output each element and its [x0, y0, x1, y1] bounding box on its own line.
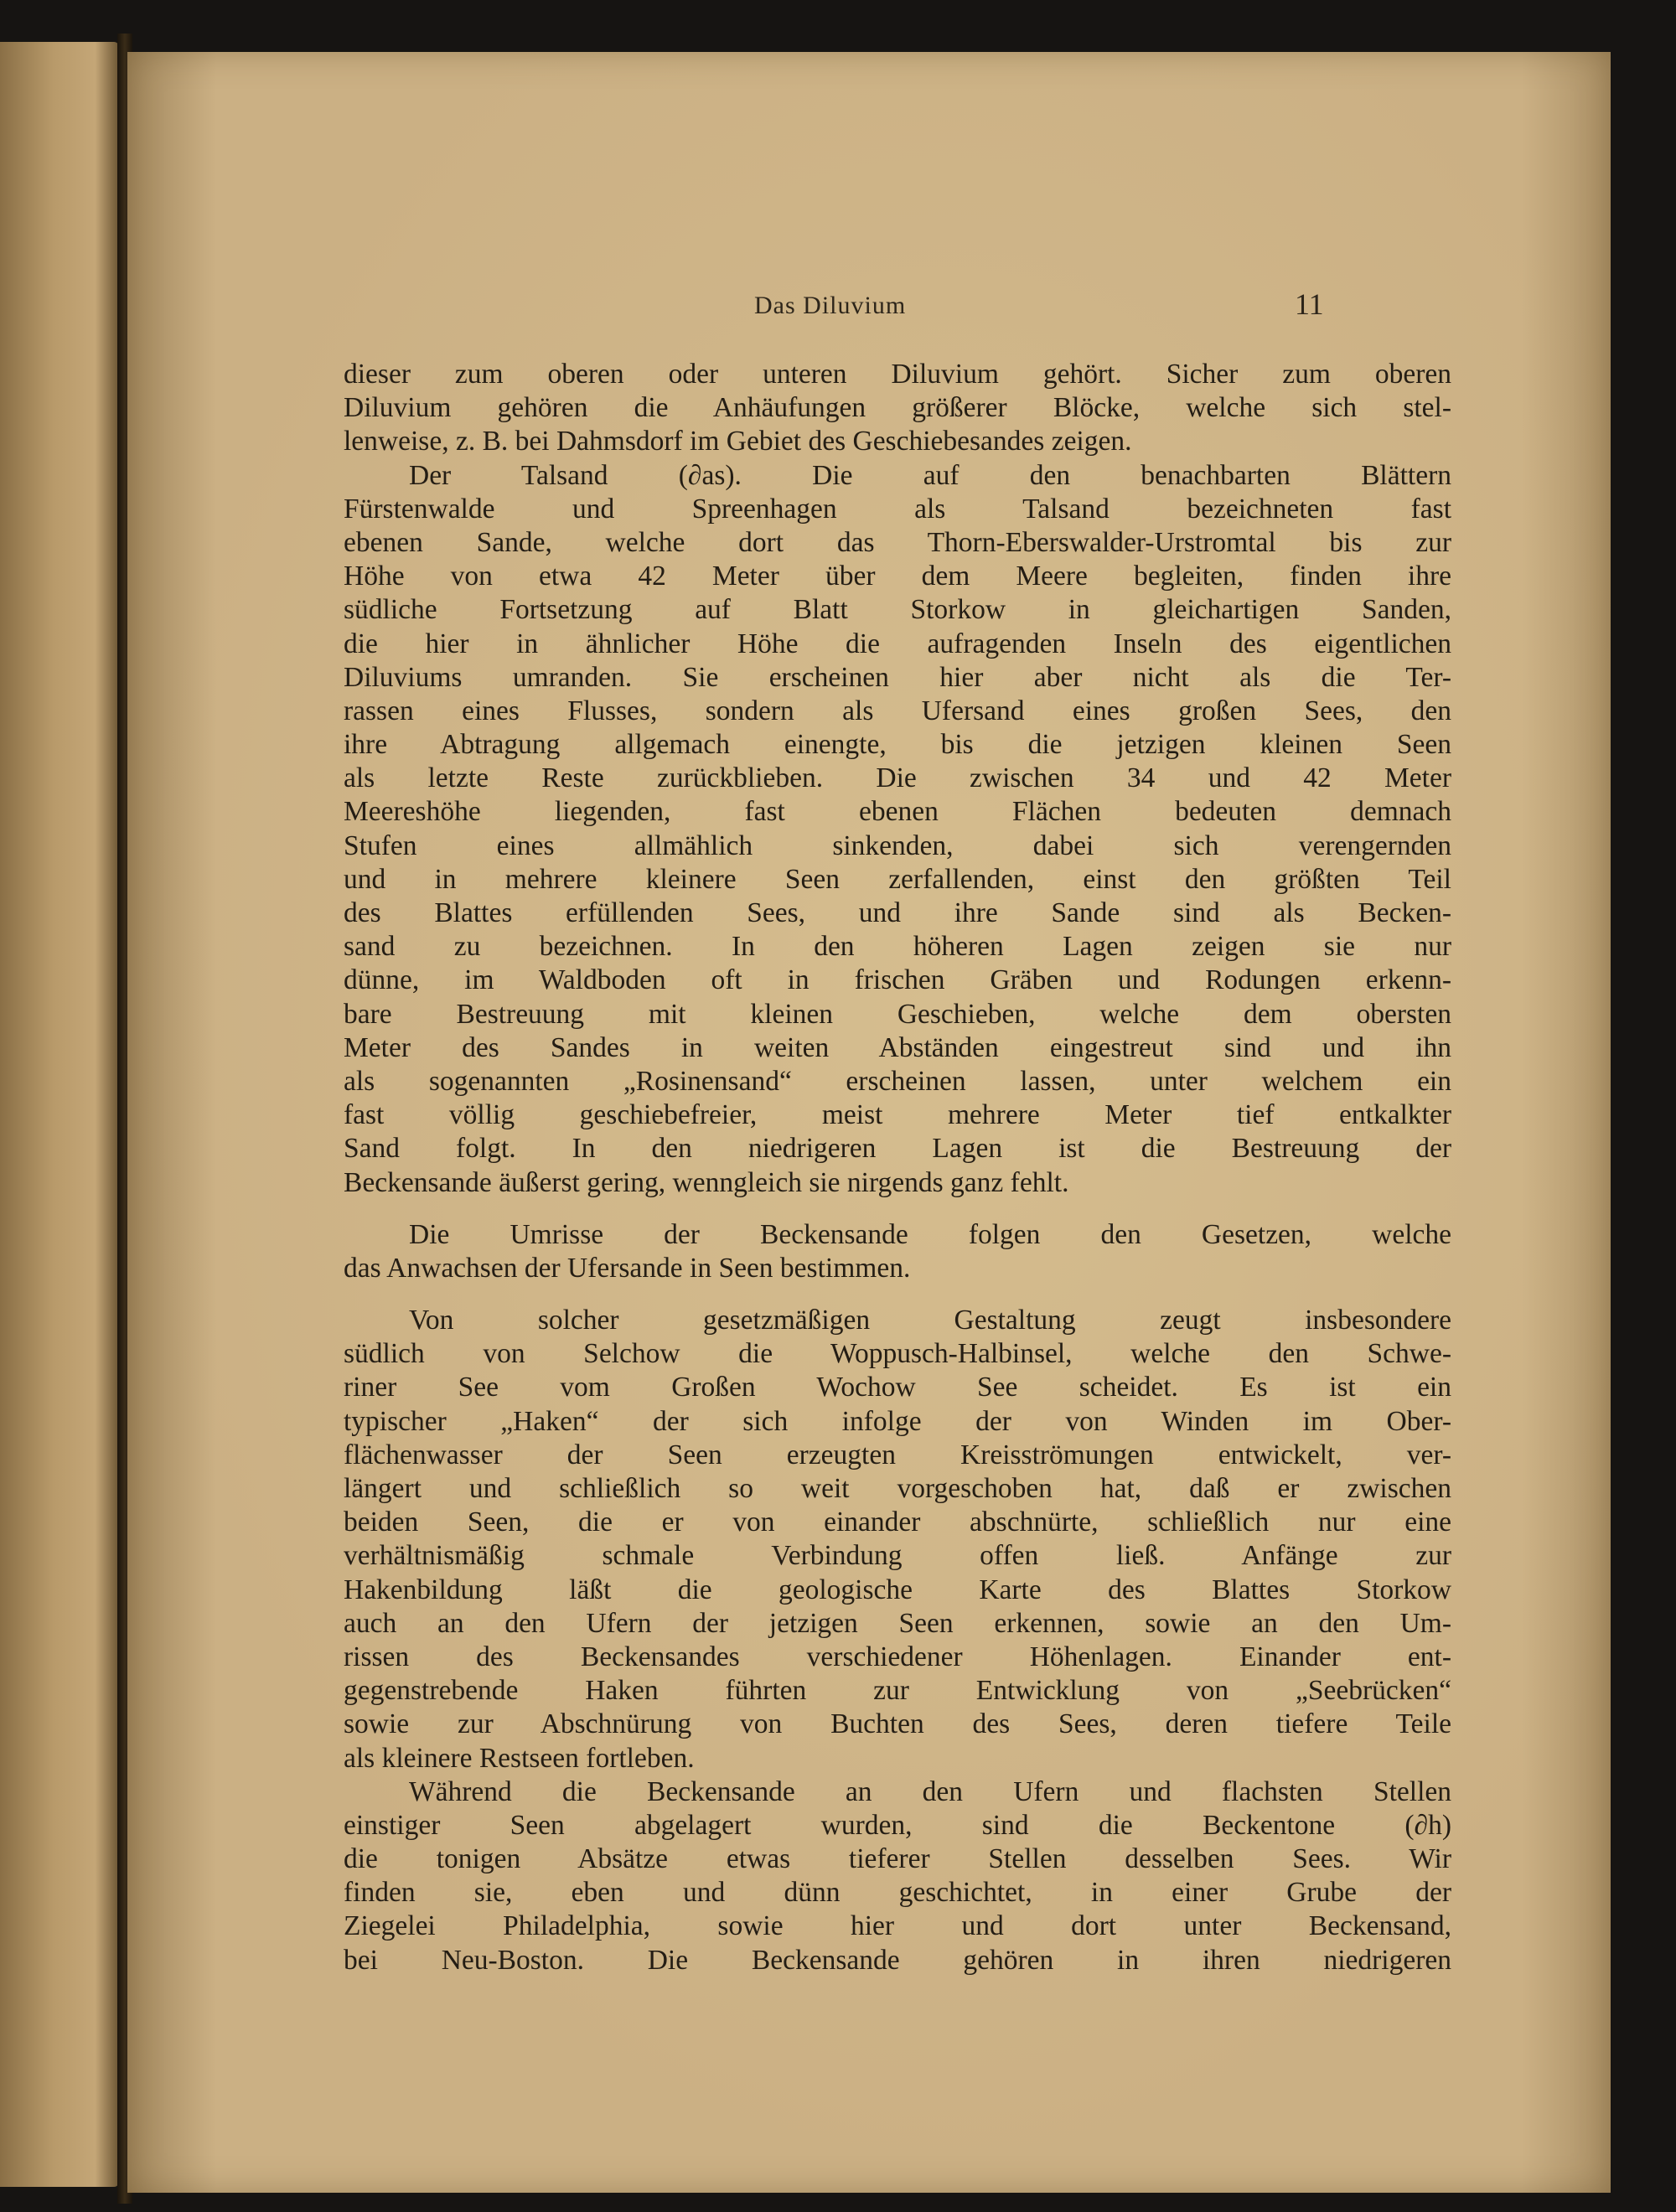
paragraph-talsand — [344, 459, 1451, 1200]
book-page — [127, 52, 1611, 2193]
running-head — [127, 287, 1611, 325]
paragraph-beckentone — [344, 1775, 1451, 1977]
text-line: Sand folgt. In den niedrigeren Lagen ist die Bestreuung der — [344, 1133, 1451, 1165]
text-line: typischer „Haken“ der sich infolge der von Winden im Ober- — [344, 1405, 1451, 1437]
text-line: Fürstenwalde und Spreenhagen als Talsand bezeichneten fast — [344, 493, 1451, 525]
body-text — [344, 358, 1451, 1977]
paragraph-geschiebe-continuation — [344, 358, 1451, 459]
paragraph-spacer — [344, 1200, 1451, 1218]
text-line: Ziegelei Philadelphia, sowie hier und dort unter Beckensand, — [344, 1910, 1451, 1942]
text-line: des Blattes erfüllenden Sees, und ihre Sande sind als Becken- — [344, 897, 1451, 928]
text-line: als sogenannten „Rosinensand“ erscheinen lassen, unter welchem ein — [344, 1065, 1451, 1097]
paragraph-umrisse — [344, 1218, 1451, 1285]
text-line: verhältnismäßig schmale Verbindung offen ließ. Anfänge zur — [344, 1540, 1451, 1572]
running-head-title: Das Diluvium — [754, 292, 907, 319]
previous-page-edge — [0, 42, 119, 2187]
text-line: Beckensande äußerst gering, wenngleich sie nirgends ganz fehlt. — [344, 1166, 1069, 1198]
text-line: lenweise, z. B. bei Dahmsdorf im Gebiet des Geschiebesandes zeigen. — [344, 426, 1132, 457]
text-line: Diluvium gehören die Anhäufungen größerer Blöcke, welche sich stel- — [344, 392, 1451, 424]
text-line: Der Talsand (∂as). Die auf den benachbarten Blättern — [409, 459, 1451, 491]
text-line: die hier in ähnlicher Höhe die aufragenden Inseln des eigentlichen — [344, 628, 1451, 659]
text-line: sand zu bezeichnen. In den höheren Lagen zeigen sie nur — [344, 931, 1451, 963]
text-line: Von solcher gesetzmäßigen Gestaltung zeugt insbesondere — [409, 1305, 1451, 1336]
paragraph-haken — [344, 1304, 1451, 1775]
page-number: 11 — [1295, 287, 1324, 321]
text-line: finden sie, eben und dünn geschichtet, in einer Grube der — [344, 1877, 1451, 1909]
text-line: Die Umrisse der Beckensande folgen den Gesetzen, welche — [409, 1218, 1451, 1250]
text-line: rissen des Beckensandes verschiedener Höhenlagen. Einander ent- — [344, 1641, 1451, 1672]
text-line: als letzte Reste zurückblieben. Die zwischen 34 und 42 Meter — [344, 762, 1451, 794]
text-line: beiden Seen, die er von einander abschnürte, schließlich nur eine — [344, 1507, 1451, 1538]
text-line: als kleinere Restseen fortleben. — [344, 1742, 695, 1774]
text-line: dieser zum oberen oder unteren Diluvium gehört. Sicher zum oberen — [344, 359, 1451, 390]
text-line: südlich von Selchow die Woppusch-Halbinsel, welche den Schwe- — [344, 1338, 1451, 1370]
text-line: riner See vom Großen Wochow See scheidet. Es ist ein — [344, 1372, 1451, 1403]
text-line: dünne, im Waldboden oft in frischen Gräben und Rodungen erkenn- — [344, 964, 1451, 996]
text-line: südliche Fortsetzung auf Blatt Storkow in gleichartigen Sanden, — [344, 594, 1451, 626]
text-line: flächenwasser der Seen erzeugten Kreisströmungen entwickelt, ver- — [344, 1439, 1451, 1470]
text-line: bare Bestreuung mit kleinen Geschieben, welche dem obersten — [344, 998, 1451, 1030]
text-line: längert und schließlich so weit vorgeschoben hat, daß er zwischen — [344, 1473, 1451, 1504]
text-line: auch an den Ufern der jetzigen Seen erkennen, sowie an den Um- — [344, 1607, 1451, 1639]
text-line: Meereshöhe liegenden, fast ebenen Flächen bedeuten demnach — [344, 796, 1451, 828]
text-line: Hakenbildung läßt die geologische Karte des Blattes Storkow — [344, 1574, 1451, 1605]
text-line: Höhe von etwa 42 Meter über dem Meere begleiten, finden ihre — [344, 561, 1451, 592]
text-line: und in mehrere kleinere Seen zerfallenden, einst den größten Teil — [344, 863, 1451, 895]
text-line: Stufen eines allmählich sinkenden, dabei sich verengernden — [344, 830, 1451, 861]
text-line: die tonigen Absätze etwas tieferer Stellen desselben Sees. Wir — [344, 1843, 1451, 1875]
text-line: das Anwachsen der Ufersande in Seen bestimmen. — [344, 1252, 911, 1284]
paragraph-spacer — [344, 1285, 1451, 1304]
text-line: einstiger Seen abgelagert wurden, sind die Beckentone (∂h) — [344, 1809, 1451, 1841]
text-line: gegenstrebende Haken führten zur Entwicklung von „Seebrücken“ — [344, 1675, 1451, 1707]
text-line: Meter des Sandes in weiten Abständen eingestreut sind und ihn — [344, 1031, 1451, 1063]
text-line: ebenen Sande, welche dort das Thorn-Eberswalder-Urstromtal bis zur — [344, 526, 1451, 558]
text-line: sowie zur Abschnürung von Buchten des Sees, deren tiefere Teile — [344, 1708, 1451, 1740]
text-line: Diluviums umranden. Sie erscheinen hier aber nicht als die Ter- — [344, 661, 1451, 693]
text-line: bei Neu-Boston. Die Beckensande gehören in ihren niedrigeren — [344, 1944, 1451, 1976]
text-line: Während die Beckensande an den Ufern und flachsten Stellen — [409, 1775, 1451, 1807]
text-line: rassen eines Flusses, sondern als Ufersand eines großen Sees, den — [344, 695, 1451, 726]
text-line: fast völlig geschiebefreier, meist mehrere Meter tief entkalkter — [344, 1099, 1451, 1131]
text-line: ihre Abtragung allgemach einengte, bis die jetzigen kleinen Seen — [344, 729, 1451, 761]
